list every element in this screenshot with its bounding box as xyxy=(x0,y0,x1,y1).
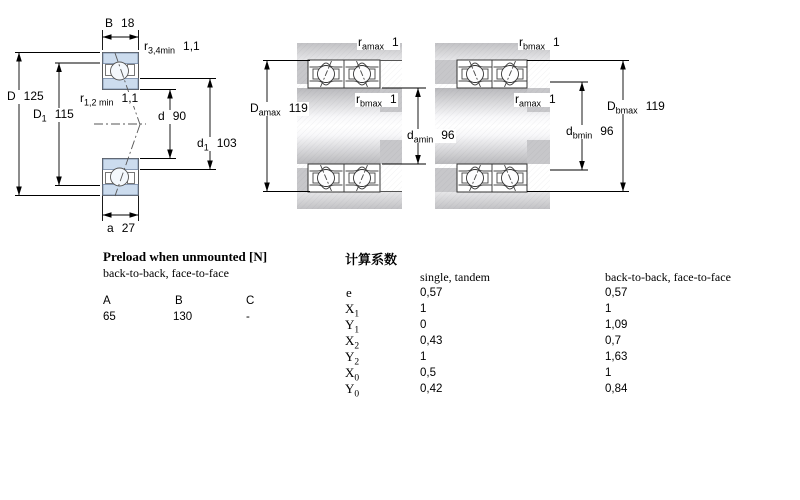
factor-v1-x1: 1 xyxy=(420,303,427,315)
factors-col2-header: back-to-back, face-to-face xyxy=(605,270,731,284)
factor-label-y0: $Y_0$ xyxy=(345,381,360,400)
factor-v1-y0: 0,42 xyxy=(420,383,443,395)
dim-label-dbmin: $d_{bmin}$ 96 xyxy=(566,124,614,141)
factor-v1-y1: 0 xyxy=(420,319,427,331)
factor-label-y1: $Y_1$ xyxy=(345,317,360,336)
factor-v2-x1: 1 xyxy=(605,303,612,315)
dim-label-D: D 125 xyxy=(7,89,44,103)
dim-label-Damax: $D_{amax}$ 119 xyxy=(250,101,308,118)
dim-label-Dbmax: $D_{bmax}$ 119 xyxy=(607,99,665,116)
dim-label-r34: $r_{3,4min}$ 1,1 xyxy=(144,39,200,56)
factor-v2-y0: 0,84 xyxy=(605,383,628,395)
dim-label-ramax-b: $r_{amax}$ 1 xyxy=(515,92,556,109)
factor-label-x2: $X_2$ xyxy=(345,333,360,352)
dim-label-b: B 18 xyxy=(105,16,135,30)
preload-value-b: 130 xyxy=(173,311,193,323)
technical-drawing xyxy=(0,0,800,245)
factor-label-e: e xyxy=(346,285,352,300)
factor-v1-x0: 0,5 xyxy=(420,367,436,379)
dim-label-damin: $d_{amin}$ 96 xyxy=(407,128,455,145)
factors-col1-header: single, tandem xyxy=(420,270,490,284)
factor-v2-x2: 0,7 xyxy=(605,335,621,347)
dim-label-ramax-a: $r_{amax}$ 1 xyxy=(358,35,399,52)
bearing-cross-section xyxy=(15,30,216,221)
dim-label-a: a 27 xyxy=(107,221,136,235)
dim-label-r12: $r_{1,2 min}$ 1,1 xyxy=(80,91,139,108)
factor-v2-x0: 1 xyxy=(605,367,612,379)
factor-label-x0: $X_0$ xyxy=(345,365,360,384)
preload-header-b: B xyxy=(175,295,183,307)
factor-v2-y1: 1,09 xyxy=(605,319,628,331)
factors-title: 计算系数 xyxy=(345,252,398,267)
factor-v1-y2: 1 xyxy=(420,351,427,363)
preload-header-c: C xyxy=(246,295,255,307)
preload-header-a: A xyxy=(103,295,111,307)
mounting-arrangement-a xyxy=(263,43,426,209)
preload-value-a: 65 xyxy=(103,311,116,323)
factor-v1-x2: 0,43 xyxy=(420,335,443,347)
preload-title: Preload when unmounted [N] xyxy=(103,249,268,264)
dim-label-d1: $d_1$ 103 xyxy=(197,136,237,153)
factor-label-y2: $Y_2$ xyxy=(345,349,360,368)
dim-label-D1: $D_1$ 115 xyxy=(33,107,74,124)
factor-v2-y2: 1,63 xyxy=(605,351,628,363)
preload-value-c: - xyxy=(246,311,250,323)
factor-v1-e: 0,57 xyxy=(420,287,443,299)
dim-label-d: d 90 xyxy=(158,109,187,123)
dim-label-rbmax-b: $r_{bmax}$ 1 xyxy=(519,35,560,52)
factor-v2-e: 0,57 xyxy=(605,287,628,299)
dim-label-rbmax-a: $r_{bmax}$ 1 xyxy=(356,92,397,109)
factor-label-x1: $X_1$ xyxy=(345,301,360,320)
preload-subtitle: back-to-back, face-to-face xyxy=(103,266,229,280)
